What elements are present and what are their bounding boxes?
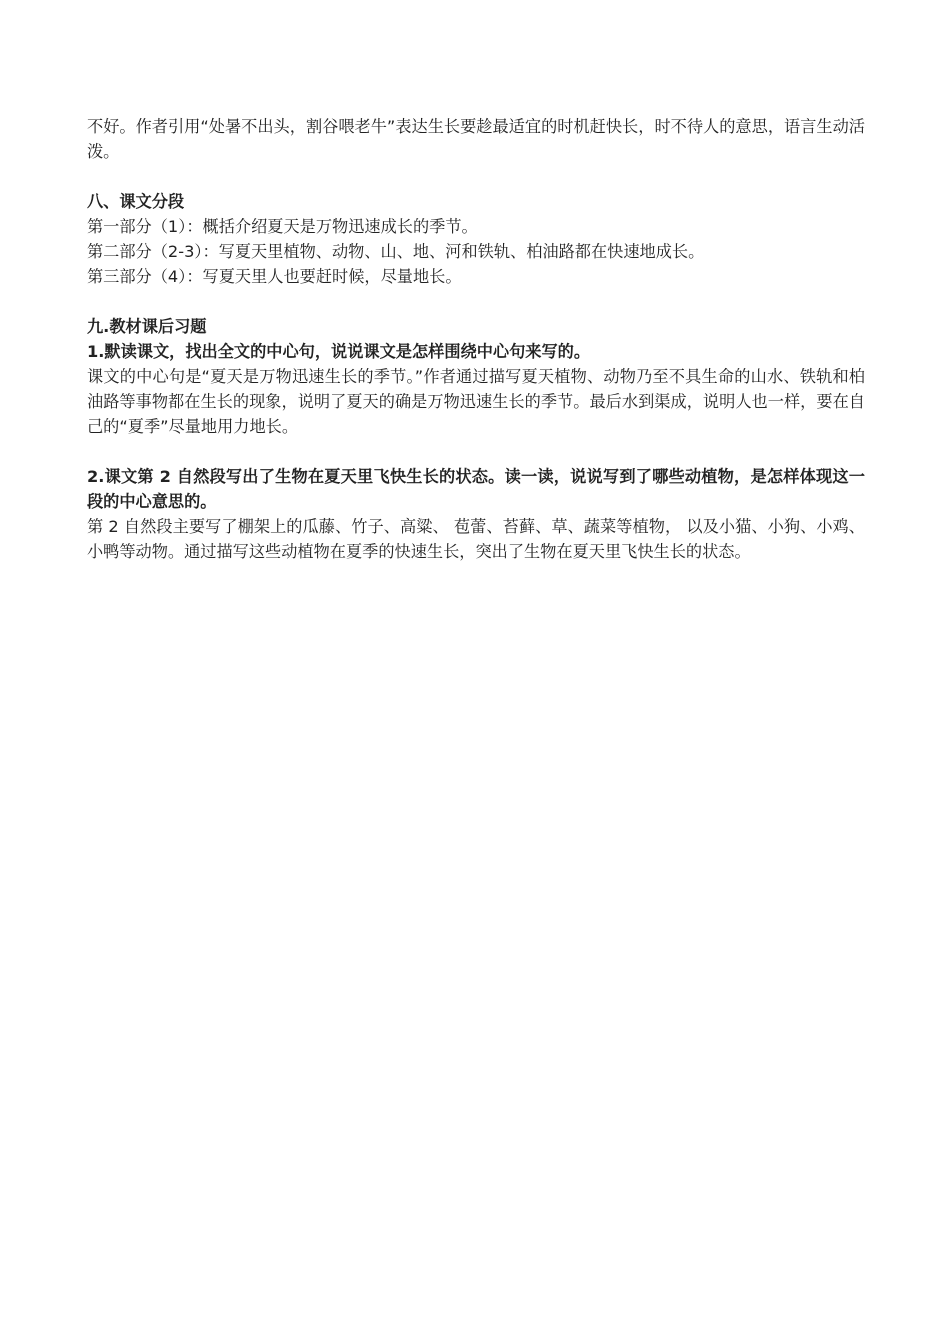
- spacer: [87, 164, 865, 189]
- spacer: [87, 289, 865, 314]
- spacer: [87, 439, 865, 464]
- intro-paragraph: 不好。作者引用“处暑不出头，割谷喂老牛”表达生长要趁最适宜的时机赶快长，时不待人的意思，语言生动活泼。: [87, 117, 865, 161]
- section-8-part-1: 第一部分（1）：概括介绍夏天是万物迅速成长的季节。: [87, 217, 478, 236]
- section-9-heading: 九.教材课后习题: [87, 317, 207, 336]
- section-8-part-3: 第三部分（4）：写夏天里人也要赶时候，尽量地长。: [87, 267, 462, 286]
- answer-1: 课文的中心句是“夏天是万物迅速生长的季节。”作者通过描写夏天植物、动物乃至不具生命的山水、铁轨和柏油路等事物都在生长的现象，说明了夏天的确是万物迅速生长的季节。最后水到渠成，说明人也一样，要在自己的“夏季”尽量地用力地长。: [87, 367, 865, 436]
- question-1: 1.默读课文，找出全文的中心句，说说课文是怎样围绕中心句来写的。: [87, 342, 591, 361]
- question-2: 2.课文第 2 自然段写出了生物在夏天里飞快生长的状态。读一读，说说写到了哪些动植物，是怎样体现这一段的中心意思的。: [87, 467, 865, 511]
- section-8-part-2: 第二部分（2-3）：写夏天里植物、动物、山、地、河和铁轨、柏油路都在快速地成长。: [87, 242, 705, 261]
- section-8-heading: 八、课文分段: [87, 192, 185, 211]
- answer-2: 第 2 自然段主要写了棚架上的瓜藤、竹子、高粱、 苞蕾、苔藓、草、蔬菜等植物， 以及小猫、小狗、小鸡、小鸭等动物。通过描写这些动植物在夏季的快速生长，突出了生物在夏天里飞快生长的状态。: [87, 517, 865, 561]
- document-page: [87, 114, 865, 564]
